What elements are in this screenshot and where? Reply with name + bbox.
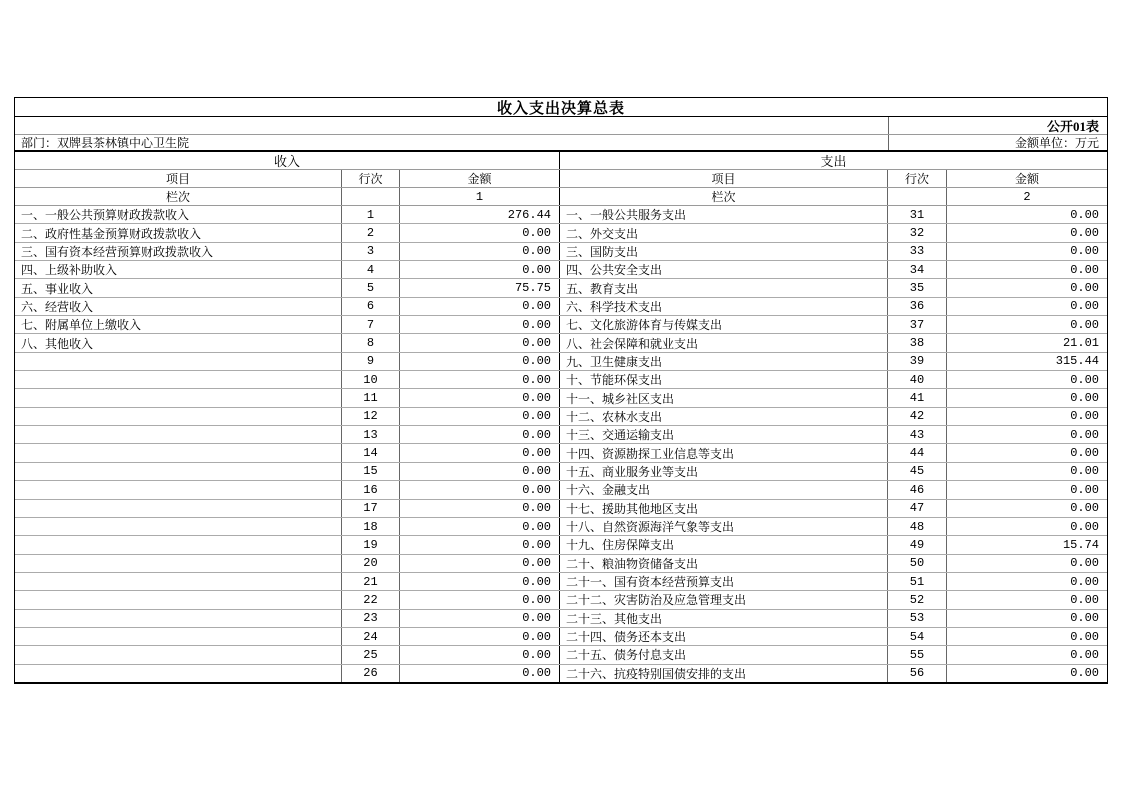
expense-line-header: 行次 — [888, 170, 947, 187]
expense-amount-cell: 0.00 — [1070, 556, 1099, 571]
income-amount-cell: 0.00 — [400, 316, 560, 333]
expense-line-cell: 41 — [888, 389, 947, 406]
table-row — [15, 316, 1107, 334]
expense-item-header: 项目 — [560, 170, 888, 187]
income-line-cell: 3 — [342, 243, 400, 260]
income-line-cell: 17 — [342, 500, 400, 517]
expense-amount-cell: 15.74 — [1062, 537, 1099, 552]
income-amount-cell: 0.00 — [400, 481, 560, 498]
table-row — [15, 334, 1107, 352]
income-amount-cell: 0.00 — [400, 371, 560, 388]
income-item-cell: 八、其他收入 — [15, 334, 342, 351]
expense-line-cell: 45 — [888, 463, 947, 480]
income-line-cell: 15 — [342, 463, 400, 480]
expense-item-cell: 十七、援助其他地区支出 — [560, 500, 888, 517]
expense-item-cell: 二十、粮油物资储备支出 — [560, 555, 888, 572]
expense-amount-cell: 0.00 — [1070, 446, 1099, 461]
income-amount-cell: 0.00 — [400, 610, 560, 627]
expense-amount-cell: 0.00 — [1070, 262, 1099, 277]
income-item-cell: 二、政府性基金预算财政拨款收入 — [15, 224, 342, 241]
department-label: 部门：双牌县茶林镇中心卫生院 — [21, 136, 190, 150]
expense-line-cell: 52 — [888, 591, 947, 608]
expense-line-cell: 44 — [888, 444, 947, 461]
table-body — [15, 206, 1107, 682]
table-row — [15, 555, 1107, 573]
income-line-cell: 10 — [342, 371, 400, 388]
expense-item-cell: 四、公共安全支出 — [560, 261, 888, 278]
expense-amount-cell: 0.00 — [1070, 226, 1099, 241]
expense-amount-cell: 0.00 — [1070, 519, 1099, 534]
expense-line-cell: 33 — [888, 243, 947, 260]
table-row — [15, 353, 1107, 371]
expense-item-cell: 二十六、抗疫特别国债安排的支出 — [560, 665, 888, 682]
income-line-cell: 4 — [342, 261, 400, 278]
expense-line-cell: 31 — [888, 206, 947, 223]
income-line-cell: 16 — [342, 481, 400, 498]
expense-line-cell: 34 — [888, 261, 947, 278]
column-index-row — [15, 188, 1107, 206]
income-item-cell — [15, 371, 342, 388]
table-row — [15, 573, 1107, 591]
column-header-row — [15, 170, 1107, 188]
income-amount-cell: 0.00 — [400, 426, 560, 443]
expense-line-cell: 39 — [888, 353, 947, 370]
expense-amount-cell: 315.44 — [1055, 354, 1099, 369]
table-row — [15, 408, 1107, 426]
expense-item-cell: 十六、金融支出 — [560, 481, 888, 498]
income-item-cell — [15, 646, 342, 663]
table-row — [15, 243, 1107, 261]
expense-amount-cell: 0.00 — [1070, 574, 1099, 589]
table-row — [15, 389, 1107, 407]
expense-item-cell: 十三、交通运输支出 — [560, 426, 888, 443]
statement-table — [14, 97, 1108, 684]
income-amount-cell: 0.00 — [400, 408, 560, 425]
income-item-cell — [15, 518, 342, 535]
table-row — [15, 426, 1107, 444]
income-amount-cell: 0.00 — [400, 555, 560, 572]
income-amount-cell: 276.44 — [400, 206, 560, 223]
expense-line-cell: 40 — [888, 371, 947, 388]
income-line-cell: 13 — [342, 426, 400, 443]
expense-line-cell: 51 — [888, 573, 947, 590]
expense-lanci-value: 2 — [1023, 189, 1031, 204]
income-item-cell: 四、上级补助收入 — [15, 261, 342, 278]
income-amount-cell: 0.00 — [400, 463, 560, 480]
income-line-cell: 11 — [342, 389, 400, 406]
income-line-cell: 6 — [342, 298, 400, 315]
expense-item-cell: 二十五、债务付息支出 — [560, 646, 888, 663]
expense-amount-cell: 0.00 — [1070, 244, 1099, 259]
income-item-cell — [15, 481, 342, 498]
income-amount-cell: 0.00 — [400, 536, 560, 553]
income-line-cell: 5 — [342, 279, 400, 296]
income-amount-cell: 0.00 — [400, 628, 560, 645]
expense-item-cell: 十二、农林水支出 — [560, 408, 888, 425]
table-row — [15, 518, 1107, 536]
income-item-cell — [15, 389, 342, 406]
income-line-cell: 14 — [342, 444, 400, 461]
income-line-cell: 20 — [342, 555, 400, 572]
income-item-cell — [15, 500, 342, 517]
expense-amount-cell: 0.00 — [1070, 372, 1099, 387]
table-row — [15, 610, 1107, 628]
table-row — [15, 224, 1107, 242]
form-number-spacer — [15, 117, 888, 134]
table-row — [15, 206, 1107, 224]
expense-amount-cell: 21.01 — [1062, 336, 1099, 351]
income-item-cell — [15, 591, 342, 608]
income-amount-header: 金额 — [400, 170, 560, 187]
income-item-cell: 六、经营收入 — [15, 298, 342, 315]
income-item-cell: 七、附属单位上缴收入 — [15, 316, 342, 333]
expense-amount-cell: 0.00 — [1070, 464, 1099, 479]
income-line-cell: 7 — [342, 316, 400, 333]
unit-label: 金额单位：万元 — [888, 135, 1107, 150]
section-header-row — [15, 152, 1107, 170]
income-section-label: 收入 — [15, 152, 560, 169]
table-row — [15, 628, 1107, 646]
income-line-cell: 12 — [342, 408, 400, 425]
expense-lanci-label: 栏次 — [560, 188, 888, 205]
expense-amount-cell: 0.00 — [1070, 611, 1099, 626]
expense-item-cell: 二十三、其他支出 — [560, 610, 888, 627]
page-title: 收入支出决算总表 — [496, 100, 625, 117]
expense-line-cell: 46 — [888, 481, 947, 498]
income-amount-cell: 0.00 — [400, 261, 560, 278]
form-number-label: 公开01表 — [888, 117, 1107, 134]
table-row — [15, 481, 1107, 499]
income-line-cell: 24 — [342, 628, 400, 645]
title-row — [15, 98, 1107, 117]
expense-item-cell: 二十一、国有资本经营预算支出 — [560, 573, 888, 590]
income-line-cell: 18 — [342, 518, 400, 535]
income-line-cell: 1 — [342, 206, 400, 223]
expense-item-cell: 十四、资源勘探工业信息等支出 — [560, 444, 888, 461]
table-row — [15, 261, 1107, 279]
income-lanci-label: 栏次 — [15, 188, 342, 205]
expense-amount-cell: 0.00 — [1070, 391, 1099, 406]
income-line-header: 行次 — [342, 170, 400, 187]
expense-item-cell: 十五、商业服务业等支出 — [560, 463, 888, 480]
expense-item-cell: 六、科学技术支出 — [560, 298, 888, 315]
expense-amount-cell: 0.00 — [1070, 647, 1099, 662]
expense-amount-cell: 0.00 — [1070, 317, 1099, 332]
table-row — [15, 444, 1107, 462]
income-amount-cell: 0.00 — [400, 243, 560, 260]
expense-amount-cell: 0.00 — [1070, 482, 1099, 497]
income-item-cell — [15, 444, 342, 461]
expense-item-cell: 十八、自然资源海洋气象等支出 — [560, 518, 888, 535]
income-item-cell — [15, 463, 342, 480]
expense-line-cell: 53 — [888, 610, 947, 627]
income-item-cell — [15, 536, 342, 553]
expense-line-cell: 35 — [888, 279, 947, 296]
expense-item-cell: 七、文化旅游体育与传媒支出 — [560, 316, 888, 333]
income-line-cell: 25 — [342, 646, 400, 663]
income-amount-cell: 75.75 — [400, 279, 560, 296]
income-item-cell: 三、国有资本经营预算财政拨款收入 — [15, 243, 342, 260]
income-amount-cell: 0.00 — [400, 500, 560, 517]
expense-item-cell: 十、节能环保支出 — [560, 371, 888, 388]
expense-item-cell: 十九、住房保障支出 — [560, 536, 888, 553]
expense-line-cell: 49 — [888, 536, 947, 553]
expense-line-cell: 50 — [888, 555, 947, 572]
expense-item-cell: 九、卫生健康支出 — [560, 353, 888, 370]
income-amount-cell: 0.00 — [400, 334, 560, 351]
expense-amount-cell: 0.00 — [1070, 629, 1099, 644]
income-item-cell — [15, 665, 342, 682]
expense-line-cell: 48 — [888, 518, 947, 535]
income-amount-cell: 0.00 — [400, 353, 560, 370]
expense-line-cell: 36 — [888, 298, 947, 315]
table-row — [15, 463, 1107, 481]
income-item-cell — [15, 628, 342, 645]
expense-item-cell: 二十二、灾害防治及应急管理支出 — [560, 591, 888, 608]
income-line-cell: 9 — [342, 353, 400, 370]
expense-line-cell: 54 — [888, 628, 947, 645]
table-row — [15, 279, 1107, 297]
income-line-cell: 23 — [342, 610, 400, 627]
income-item-cell: 五、事业收入 — [15, 279, 342, 296]
expense-line-cell: 55 — [888, 646, 947, 663]
expense-amount-cell: 0.00 — [1070, 281, 1099, 296]
expense-item-cell: 一、一般公共服务支出 — [560, 206, 888, 223]
expense-item-cell: 十一、城乡社区支出 — [560, 389, 888, 406]
expense-item-cell: 二十四、债务还本支出 — [560, 628, 888, 645]
expense-line-cell: 42 — [888, 408, 947, 425]
expense-amount-cell: 0.00 — [1070, 501, 1099, 516]
income-item-cell — [15, 573, 342, 590]
table-row — [15, 665, 1107, 682]
table-row — [15, 500, 1107, 518]
expense-item-cell: 二、外交支出 — [560, 224, 888, 241]
expense-item-cell: 八、社会保障和就业支出 — [560, 334, 888, 351]
income-line-cell: 26 — [342, 665, 400, 682]
expense-line-cell: 56 — [888, 665, 947, 682]
table-row — [15, 646, 1107, 664]
expense-line-cell: 38 — [888, 334, 947, 351]
income-amount-cell: 0.00 — [400, 444, 560, 461]
expense-item-cell: 五、教育支出 — [560, 279, 888, 296]
income-line-cell: 21 — [342, 573, 400, 590]
income-line-cell: 8 — [342, 334, 400, 351]
table-row — [15, 591, 1107, 609]
income-item-header: 项目 — [15, 170, 342, 187]
income-item-cell — [15, 353, 342, 370]
income-line-cell: 19 — [342, 536, 400, 553]
income-item-cell — [15, 408, 342, 425]
income-item-cell — [15, 426, 342, 443]
income-amount-cell: 0.00 — [400, 518, 560, 535]
income-amount-cell: 0.00 — [400, 573, 560, 590]
income-amount-cell: 0.00 — [400, 389, 560, 406]
table-row — [15, 298, 1107, 316]
expense-amount-header: 金额 — [1014, 172, 1039, 186]
income-amount-cell: 0.00 — [400, 298, 560, 315]
income-amount-cell: 0.00 — [400, 646, 560, 663]
table-row — [15, 371, 1107, 389]
income-item-cell — [15, 610, 342, 627]
expense-line-cell: 43 — [888, 426, 947, 443]
expense-amount-cell: 0.00 — [1070, 409, 1099, 424]
expense-amount-cell: 0.00 — [1070, 427, 1099, 442]
income-lanci-value: 1 — [400, 188, 560, 205]
income-lanci-spacer — [342, 188, 400, 205]
expense-line-cell: 32 — [888, 224, 947, 241]
department-row — [15, 135, 1107, 152]
income-amount-cell: 0.00 — [400, 591, 560, 608]
income-item-cell — [15, 555, 342, 572]
expense-amount-cell: 0.00 — [1070, 299, 1099, 314]
expense-line-cell: 47 — [888, 500, 947, 517]
table-row — [15, 536, 1107, 554]
income-amount-cell: 0.00 — [400, 665, 560, 682]
expense-item-cell: 三、国防支出 — [560, 243, 888, 260]
income-item-cell: 一、一般公共预算财政拨款收入 — [15, 206, 342, 223]
income-line-cell: 2 — [342, 224, 400, 241]
expense-lanci-spacer — [888, 188, 947, 205]
expense-amount-cell: 0.00 — [1070, 592, 1099, 607]
form-number-row — [15, 117, 1107, 135]
expense-amount-cell: 0.00 — [1070, 666, 1099, 681]
income-line-cell: 22 — [342, 591, 400, 608]
income-amount-cell: 0.00 — [400, 224, 560, 241]
expense-amount-cell: 0.00 — [1070, 207, 1099, 222]
expense-section-label: 支出 — [820, 154, 847, 169]
expense-line-cell: 37 — [888, 316, 947, 333]
